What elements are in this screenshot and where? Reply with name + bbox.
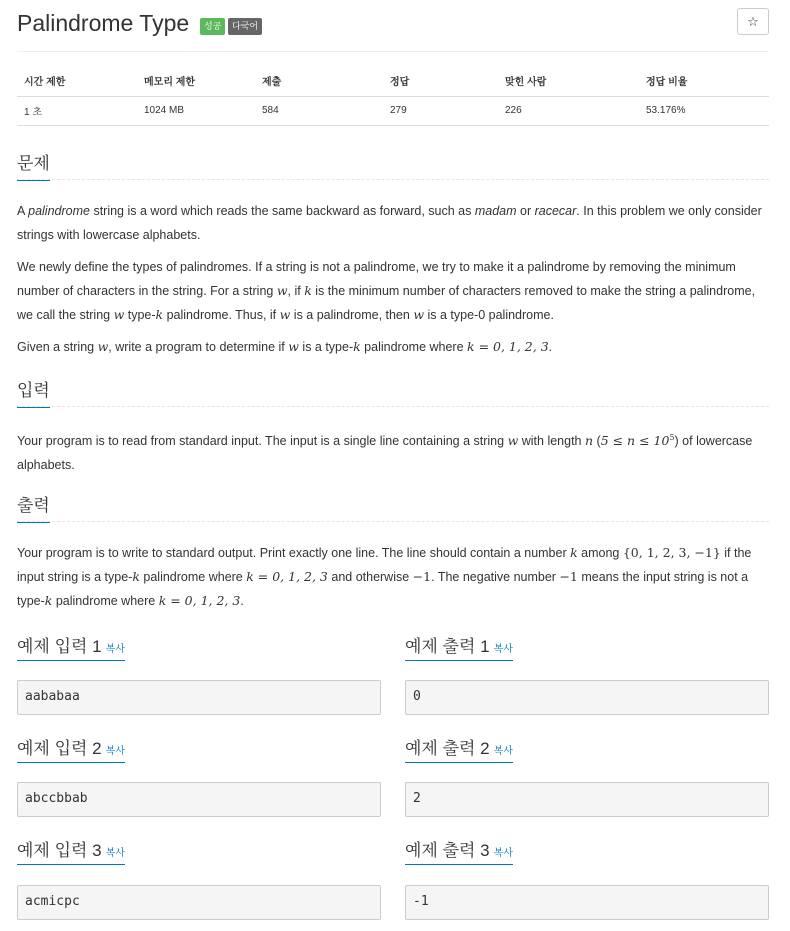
output-description: Your program is to write to standard output. Print exactly one line. The line should contain a number k among {0, 1, 2, 3, −1} if the input string is a type-k palindrome where k = 0, 1, 2, 3 and otherwise −1. The negative number −1 means the input string is not a type-k palindrome where k = 0, 1, 2, 3. — [17, 545, 752, 608]
example-input-2-header — [17, 734, 125, 763]
submissions-value[interactable]: 584 — [255, 96, 383, 125]
example-input-2-box[interactable]: abccbbab — [17, 782, 381, 817]
example-output-1-header — [405, 632, 513, 661]
example-input-3-box[interactable]: acmicpc — [17, 885, 381, 920]
copy-input-2-button[interactable]: 복사 — [105, 746, 125, 757]
copy-input-1-button[interactable]: 복사 — [105, 644, 125, 655]
section-input-title: 입력 — [17, 376, 50, 408]
example-output-3-box[interactable]: -1 — [405, 885, 769, 920]
header-time-limit: 시간 제한 — [17, 66, 137, 96]
problem-paragraph-3: Given a string w, write a program to determine if w is a type-k palindrome where k = 0, 1, 2, 3. — [17, 339, 553, 354]
header-solvers: 맞힌 사람 — [498, 66, 639, 96]
example-input-3-title: 예제 입력 3 — [17, 841, 102, 860]
example-input-1-header — [17, 632, 125, 661]
example-output-2-title: 예제 출력 2 — [405, 739, 490, 758]
example-output-3-title: 예제 출력 3 — [405, 841, 490, 860]
example-input-1-title: 예제 입력 1 — [17, 637, 102, 656]
accepted-value[interactable]: 279 — [383, 96, 498, 125]
copy-output-3-button[interactable]: 복사 — [493, 848, 513, 859]
problem-info-table — [17, 66, 769, 126]
table-row — [17, 96, 769, 125]
example-input-2-title: 예제 입력 2 — [17, 739, 102, 758]
header-submissions: 제출 — [255, 66, 383, 96]
problem-header — [17, 6, 769, 52]
section-output-header — [17, 491, 769, 522]
problem-paragraph-1: A palindrome string is a word which reads the same backward as forward, such as madam or racecar. In this problem we only consider strings with lowercase alphabets. — [17, 204, 762, 242]
example-input-3-header — [17, 836, 125, 865]
example-output-2-box[interactable]: 2 — [405, 782, 769, 817]
ratio-value: 53.176% — [639, 96, 769, 125]
memory-limit-value: 1024 MB — [137, 96, 255, 125]
page-title: Palindrome Type — [17, 10, 190, 36]
status-badge-success: 성공 — [200, 18, 225, 35]
star-icon: ☆ — [747, 14, 759, 29]
copy-output-1-button[interactable]: 복사 — [493, 644, 513, 655]
example-output-1-box[interactable]: 0 — [405, 680, 769, 715]
solvers-value[interactable]: 226 — [498, 96, 639, 125]
favorite-button[interactable] — [737, 8, 769, 35]
copy-input-3-button[interactable]: 복사 — [105, 848, 125, 859]
header-accepted: 정답 — [383, 66, 498, 96]
table-header-row — [17, 66, 769, 96]
input-description: Your program is to read from standard input. The input is a single line containing a string w with length n $(5 \le n \le 10^5)$ of lowercase alphabets. — [17, 433, 753, 473]
problem-paragraph-2: We newly define the types of palindromes. If a string is not a palindrome, we try to make it a palindrome by removing the minimum number of characters in the string. For a string w, if k is the minimum number of characters removed to make the string a palindrome, we call the string w type-k palindrome. Thus, if w is a palindrome, then w is a type-0 palindrome. — [17, 260, 756, 322]
example-output-2-header — [405, 734, 513, 763]
section-output-title: 출력 — [17, 491, 50, 523]
section-problem-title: 문제 — [17, 149, 50, 181]
section-input-header — [17, 376, 769, 407]
status-badge-multilang[interactable]: 다국어 — [228, 18, 262, 35]
section-problem-header — [17, 149, 769, 180]
time-limit-value: 1 초 — [17, 96, 137, 125]
example-input-1-box[interactable]: aababaa — [17, 680, 381, 715]
example-output-3-header — [405, 836, 513, 865]
copy-output-2-button[interactable]: 복사 — [493, 746, 513, 757]
example-output-1-title: 예제 출력 1 — [405, 637, 490, 656]
header-memory-limit: 메모리 제한 — [137, 66, 255, 96]
header-ratio: 정답 비율 — [639, 66, 769, 96]
